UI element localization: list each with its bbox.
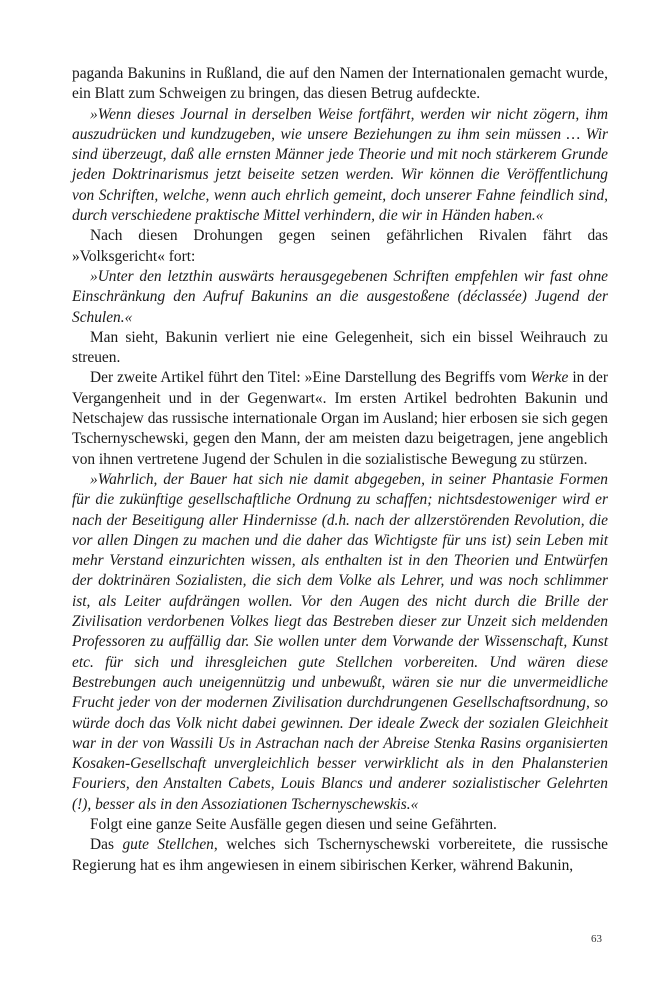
quote-bauer: »Wahrlich, der Bauer hat sich nie damit abgegeben, in seiner Phantasie Formen für die zukünftige gesellschaftliche Ordnung zu schaffen; nichtsdestoweniger wird er nach der Beseitigung aller Hindernisse (d.h. nach der allzerstörenden Revolution, die vor allen Dingen zu machen und die daher das Wichtigste für uns ist) sein Leben mit mehr Verstand einzurichten wissen, als enthalten ist in den Theorien und Entwürfen der doktrinären Sozialisten, die sich dem Volke als Lehrer, und was noch schlimmer ist, als Leiter aufdrängen wollen. Vor den Augen des nicht durch die Brille der Zivilisation verdorbenen Volkes liegt das Bestreben dieser zur Unzeit sich meldenden Professoren zu auffällig dar. Sie wollen unter dem Vorwande der Wissenschaft, Kunst etc. für sich und ihresgleichen gute Stellchen vorbereiten. Und wären diese Bestrebungen auch uneigennützig und unbewußt, wären sie nur die unvermeidliche Frucht jeder von der modernen Zivilisation durchdrungenen Gesellschaftsordnung, so würde doch das Volk nicht dabei gewinnen. Der ideale Zweck der sozialen Gleichheit war in der von Wassili Us in Astrachan nach der Abreise Stenka Rasins organisierten Kosaken-Gesellschaft unvergleichlich besser verwirklicht als in den Phalansterien Fouriers, den Anstalten Cabets, Louis Blancs und anderer sozialistischer Gelehrten (!), besser als in den Assoziationen Tschernyschewskis.« <box>72 470 608 813</box>
paragraph-volksgericht: Nach diesen Drohungen gegen seinen gefährlichen Rivalen fährt das »Volksgericht« fort: <box>72 227 608 265</box>
paragraph-continuation: paganda Bakunins in Rußland, die auf den Namen der Internationalen gemacht wurde, ein Blatt zum Schweigen zu bringen, das diesen Betrug aufdeckte. <box>72 65 608 103</box>
paragraph-gute-stellchen <box>72 835 608 876</box>
quote-journal-threat: »Wenn dieses Journal in derselben Weise fortfährt, werden wir nicht zögern, ihm auszudrücken und kundzugeben, wie unsere Beziehungen zu ihm sein müssen … Wir sind überzeugt, daß alle ernsten Männer jede Theorie und mit noch stärkerem Grunde jeden Doktrinarismus jetzt beiseite setzen werden. Wir können die Veröffentlichung von Schriften, welche, wenn auch ehrlich gemeint, doch unserer Fahne feindlich sind, durch verschiedene praktische Mittel verhindern, die wir in Händen haben.« <box>72 105 608 225</box>
paragraph-zweiter-artikel <box>72 368 608 469</box>
page-number: 63 <box>591 933 602 945</box>
text-segment: Der zweite Artikel führt den Titel: »Eine Darstellung des Begriffs vom <box>90 369 531 387</box>
emphasis-werke: Werke <box>530 369 569 387</box>
emphasis-gute-stellchen: gute Stellchen <box>122 836 214 854</box>
paragraph-ausfaelle: Folgt eine ganze Seite Ausfälle gegen diesen und seine Gefährten. <box>90 815 497 833</box>
text-segment: Das <box>90 836 123 854</box>
text-segment: in der Vergangenheit und in der Gegenwart«. Im ersten Artikel bedrohten Bakunin und Netschajew das russische internationale Organ im Ausland; hier erbosen sie sich gegen Tschernyschewski, gegen den Mann, der am meisten dazu beigetragen, jene angeblich von ihnen vertretene Jugend der Schulen in die sozialistische Bewegung zu stürzen. <box>72 369 608 468</box>
text-segment: , welches sich Tschernyschewski vorbereitete, die russische Regierung hat es ihm angewiesen in einem sibirischen Kerker, während Bakunin, <box>72 836 608 874</box>
quote-aufruf-bakunins: »Unter den letzthin auswärts herausgegebenen Schriften empfehlen wir fast ohne Einschränkung den Aufruf Bakunins an die ausgestoßene (déclassée) Jugend der Schulen.« <box>72 267 608 326</box>
page-body <box>72 64 608 876</box>
paragraph-weihrauch: Man sieht, Bakunin verliert nie eine Gelegenheit, sich ein bissel Weihrauch zu streuen. <box>72 328 608 367</box>
